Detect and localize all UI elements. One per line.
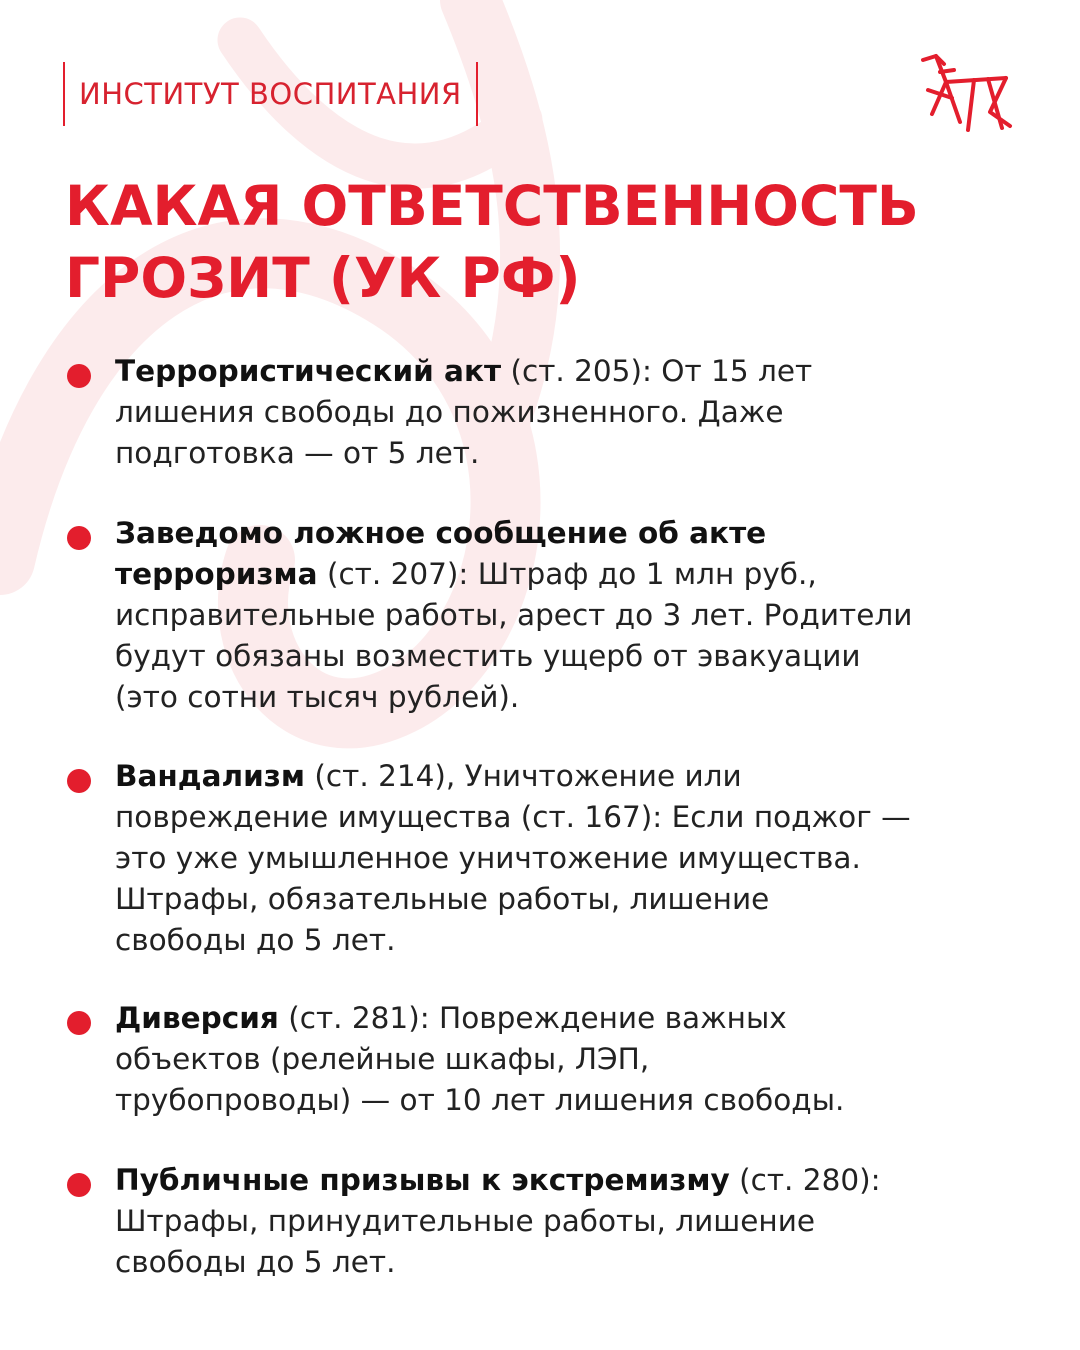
list-item-text [115,998,1015,1121]
page-title-line-2: ГРОЗИТ (УК РФ) [65,246,581,310]
list-item-line: исправительные работы, арест до 3 лет. Родители [115,598,913,632]
bullet-dot-icon [67,769,91,793]
list-item-detail: (ст. 205): От 15 лет [501,354,813,388]
bullet-dot-icon [67,526,91,550]
bullet-dot-icon [67,1173,91,1197]
list-item-line [115,998,1015,1039]
list-item-sabotage [115,998,1015,1121]
list-item-term: Публичные призывы к экстремизму [115,1163,730,1197]
list-item-term: Заведомо ложное сообщение об акте [115,516,767,550]
list-item-text [115,1160,1015,1283]
list-item-line: трубопроводы) — от 10 лет лишения свободы. [115,1083,845,1117]
list-item-detail: (ст. 281): Повреждение важных [278,1001,787,1035]
bullet-dot-icon [67,1011,91,1035]
list-item-extremism-calls [115,1160,1015,1283]
list-item-line [115,351,1015,392]
list-item-line: будут обязаны возместить ущерб от эвакуации [115,639,861,673]
bullet-dot-icon [67,364,91,388]
list-item-vandalism [115,756,1015,961]
list-item-line: (это сотни тысяч рублей). [115,680,520,714]
list-item-line: Штрафы, принудительные работы, лишение [115,1204,816,1238]
list-item-line: свободы до 5 лет. [115,1245,396,1279]
list-item-line: свободы до 5 лет. [115,923,396,957]
list-item-text [115,351,1015,474]
list-item-text [115,513,1015,718]
page-title-line-1: КАКАЯ ОТВЕТСТВЕННОСТЬ [65,174,919,238]
list-item-line: подготовка — от 5 лет. [115,436,480,470]
list-item-line [115,554,1015,595]
list-item-text [115,756,1015,961]
list-item-line [115,1160,1015,1201]
list-item-detail: (ст. 214), Уничтожение или [305,759,742,793]
list-item-term: Террористический акт [115,354,502,388]
list-item-line: Штрафы, обязательные работы, лишение [115,882,770,916]
list-item-term: терроризма [115,557,318,591]
list-item-term: Вандализм [115,759,306,793]
list-item-line [115,756,1015,797]
list-item-line: это уже умышленное уничтожение имущества. [115,841,861,875]
list-item-line [115,513,1015,554]
list-item-line: лишения свободы до пожизненного. Даже [115,395,784,429]
organization-name: ИНСТИТУТ ВОСПИТАНИЯ [79,77,462,111]
list-item-line: повреждение имущества (ст. 167): Если поджог — [115,800,911,834]
list-item-detail: (ст. 280): [729,1163,881,1197]
list-item-terrorist-act [115,351,1015,474]
list-item-detail: (ст. 207): Штраф до 1 млн руб., [317,557,817,591]
list-item-line: объектов (релейные шкафы, ЛЭП, [115,1042,650,1076]
list-item-false-report [115,513,1015,718]
list-item-term: Диверсия [115,1001,279,1035]
